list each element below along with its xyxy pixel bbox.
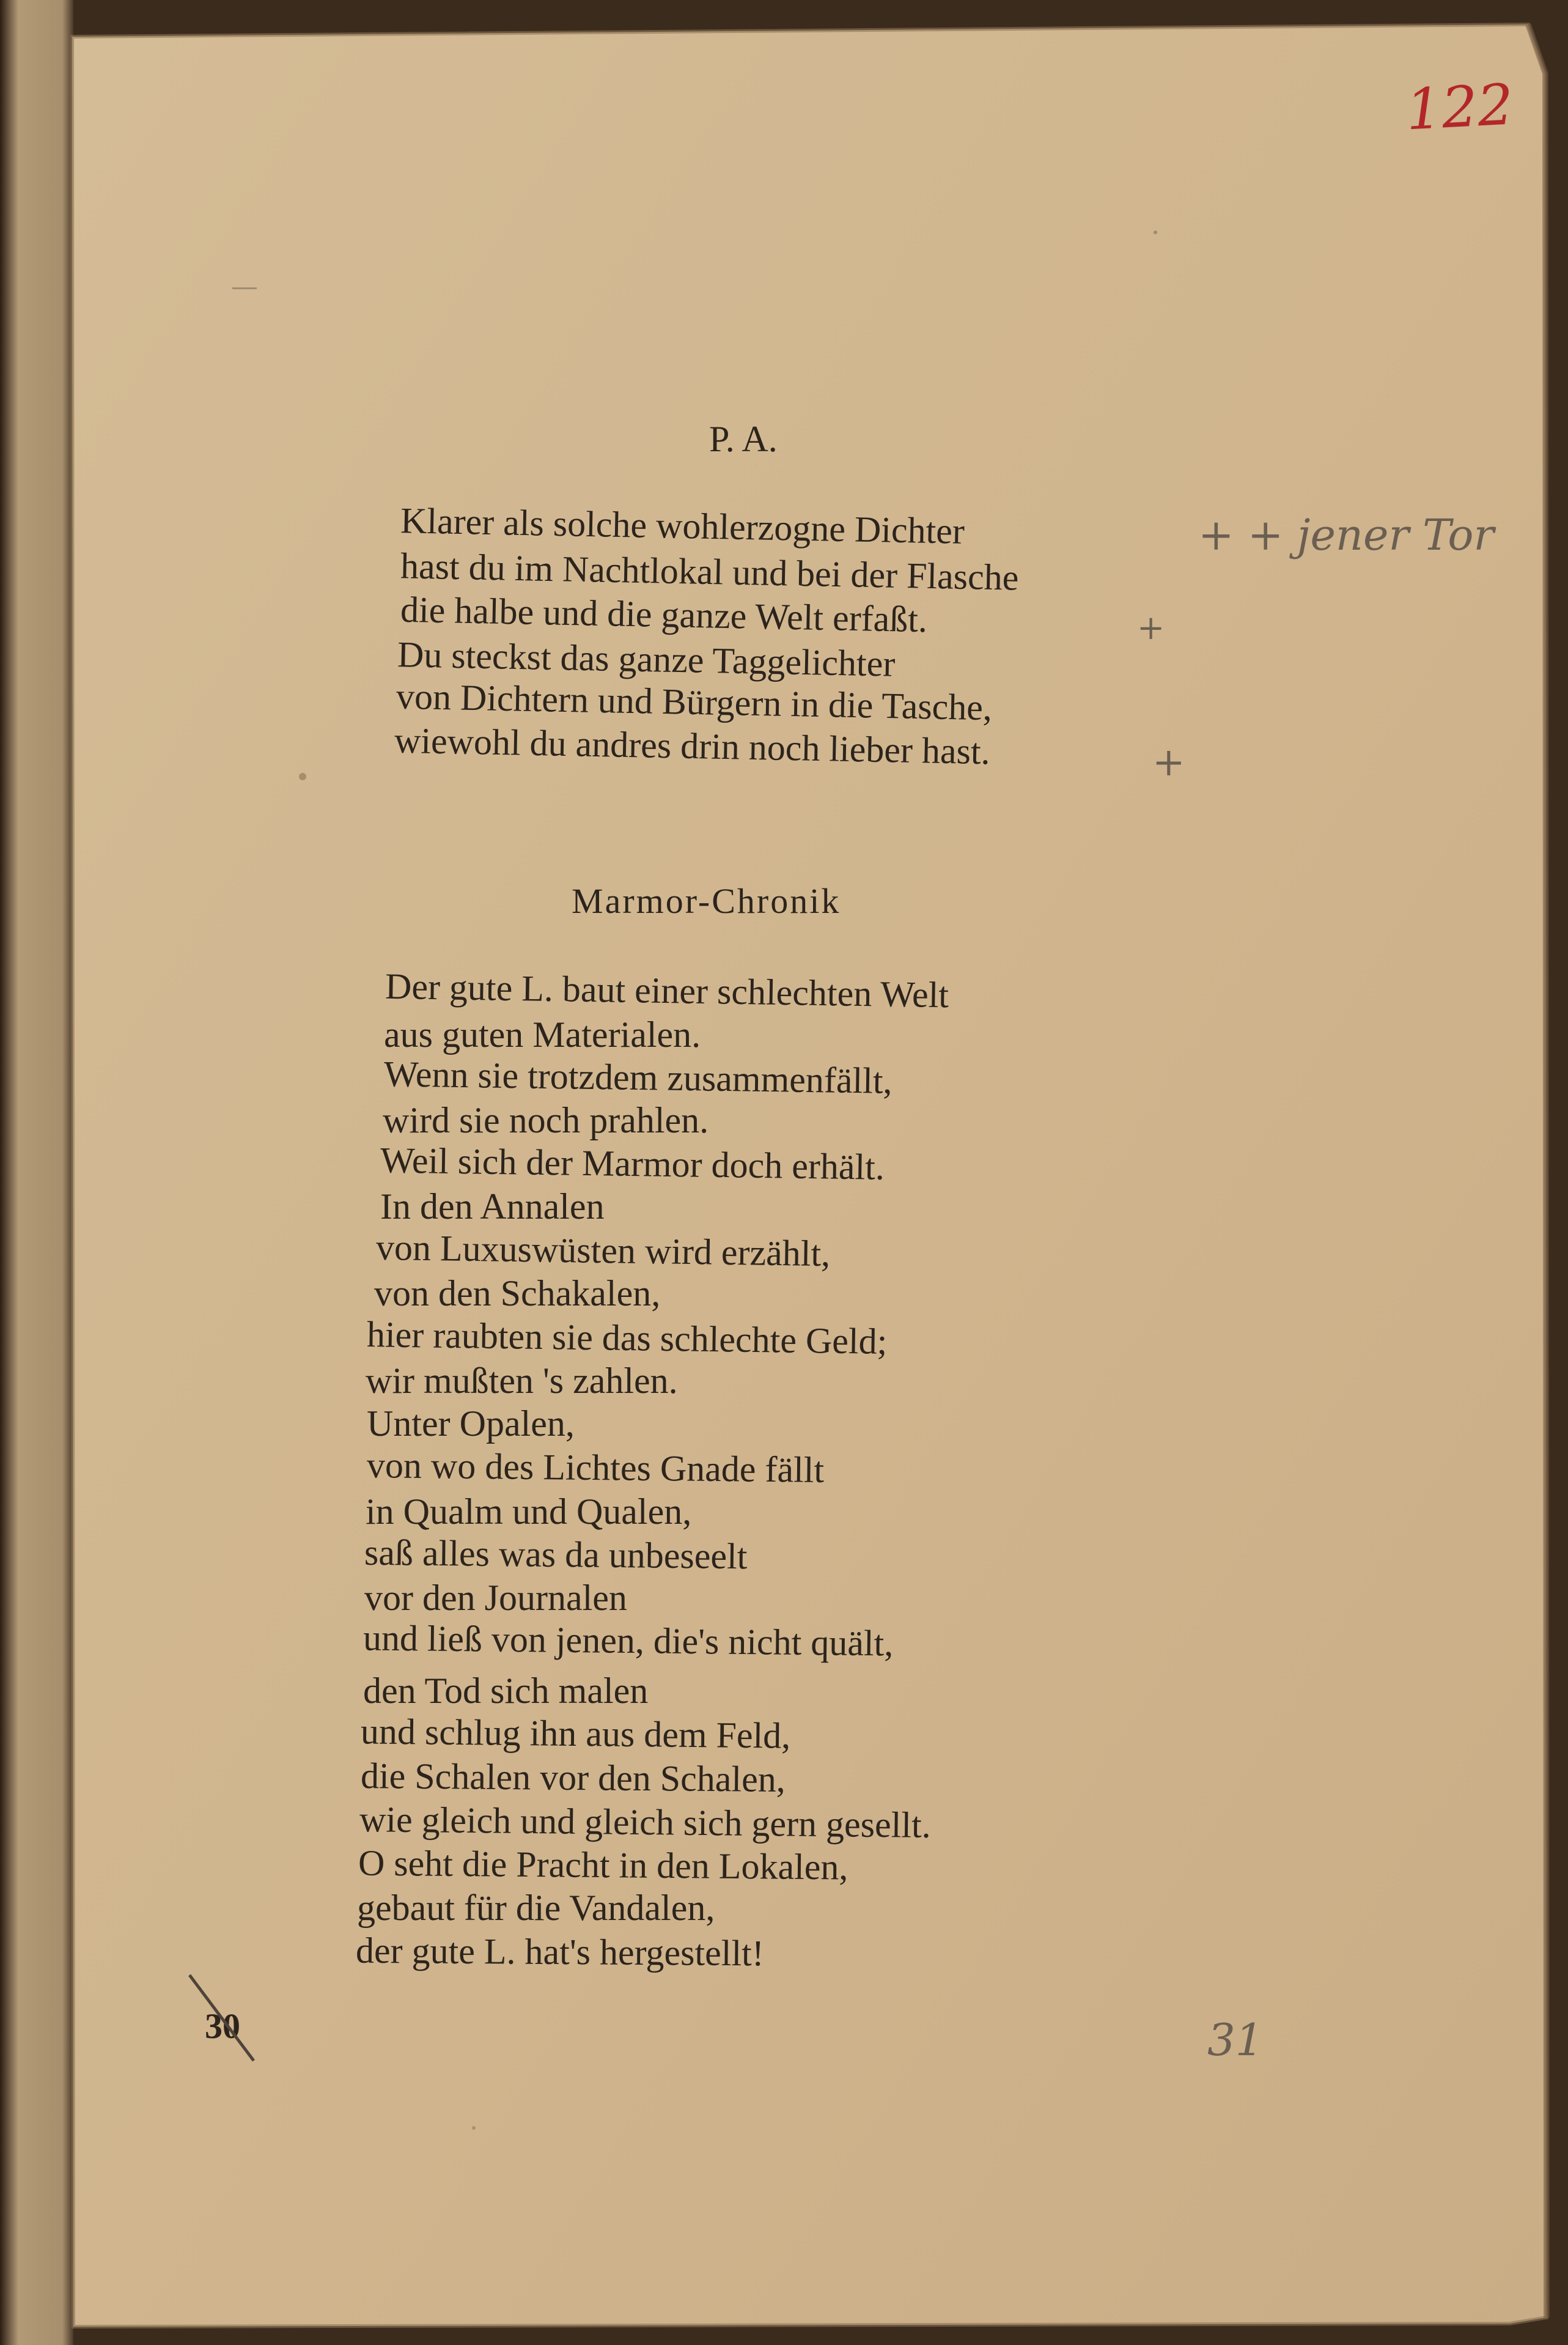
poem2-line-21: O seht die Pracht in den Lokalen, <box>358 1842 848 1888</box>
poem2-line-6: In den Annalen <box>380 1186 605 1227</box>
page-number: 30 <box>205 2006 240 2046</box>
poem2-line-18: und schlug ihn aus dem Feld, <box>360 1711 791 1756</box>
poem2-title: Marmor-Chronik <box>572 881 841 921</box>
margin-note: + + jener Tor <box>1198 510 1495 560</box>
poem2-line-19: die Schalen vor den Schalen, <box>360 1755 786 1800</box>
poem2-line-5: Weil sich der Marmor doch erhält. <box>380 1140 885 1187</box>
poem1-line-6: wiewohl du andres drin noch lieber hast. <box>394 720 991 772</box>
poem2-line-2: aus guten Materialen. <box>384 1014 701 1055</box>
poem1-title: P. A. <box>709 419 778 459</box>
poem2-line-7: von Luxuswüsten wird erzählt, <box>375 1227 831 1274</box>
poem2-line-17: den Tod sich malen <box>363 1671 649 1711</box>
poem2-line-12: von wo des Lichtes Gnade fällt <box>366 1445 825 1490</box>
poem2-line-15: vor den Journalen <box>364 1578 627 1618</box>
poem2-line-13: in Qualm und Qualen, <box>366 1491 692 1532</box>
archive-number: 122 <box>1404 72 1515 143</box>
poem2-line-23: der gute L. hat's hergestellt! <box>355 1930 765 1974</box>
poem2-line-16: und ließ von jenen, die's nicht quält, <box>363 1617 894 1664</box>
poem1-line-5: von Dichtern und Bürgern in die Tasche, <box>396 676 993 728</box>
page-number-handwritten: 31 <box>1207 2014 1264 2066</box>
poem2-line-1: Der gute L. baut einer schlechten Welt <box>385 966 949 1016</box>
poem2-line-8: von den Schakalen, <box>374 1273 661 1313</box>
margin-mark-2: + <box>1152 740 1185 785</box>
poem2-line-11: Unter Opalen, <box>367 1403 575 1444</box>
poem2-line-22: gebaut für die Vandalen, <box>357 1888 715 1928</box>
poem2-line-20: wie gleich und gleich sich gern gesellt. <box>359 1799 932 1845</box>
page-number-strike <box>183 1969 269 2067</box>
poem2-line-9: hier raubten sie das schlechte Geld; <box>366 1314 888 1362</box>
poem1-line-4: Du steckst das ganze Taggelichter <box>397 634 896 684</box>
previous-page-edge <box>0 0 73 2345</box>
margin-mark-1: + <box>1137 608 1165 647</box>
poem2-line-4: wird sie noch prahlen. <box>383 1100 709 1140</box>
poem2-line-10: wir mußten 's zahlen. <box>366 1361 678 1401</box>
poem2-line-3: Wenn sie trotzdem zusammenfällt, <box>383 1054 893 1101</box>
poem1-line-3: die halbe und die ganze Welt erfaßt. <box>400 589 928 640</box>
poem2-line-14: saß alles was da unbeseelt <box>364 1532 748 1577</box>
poem1-line-2: hast du im Nachtlokal und bei der Flasche <box>400 545 1019 598</box>
poem1-line-1: Klarer als solche wohlerzogne Dichter <box>400 500 965 552</box>
